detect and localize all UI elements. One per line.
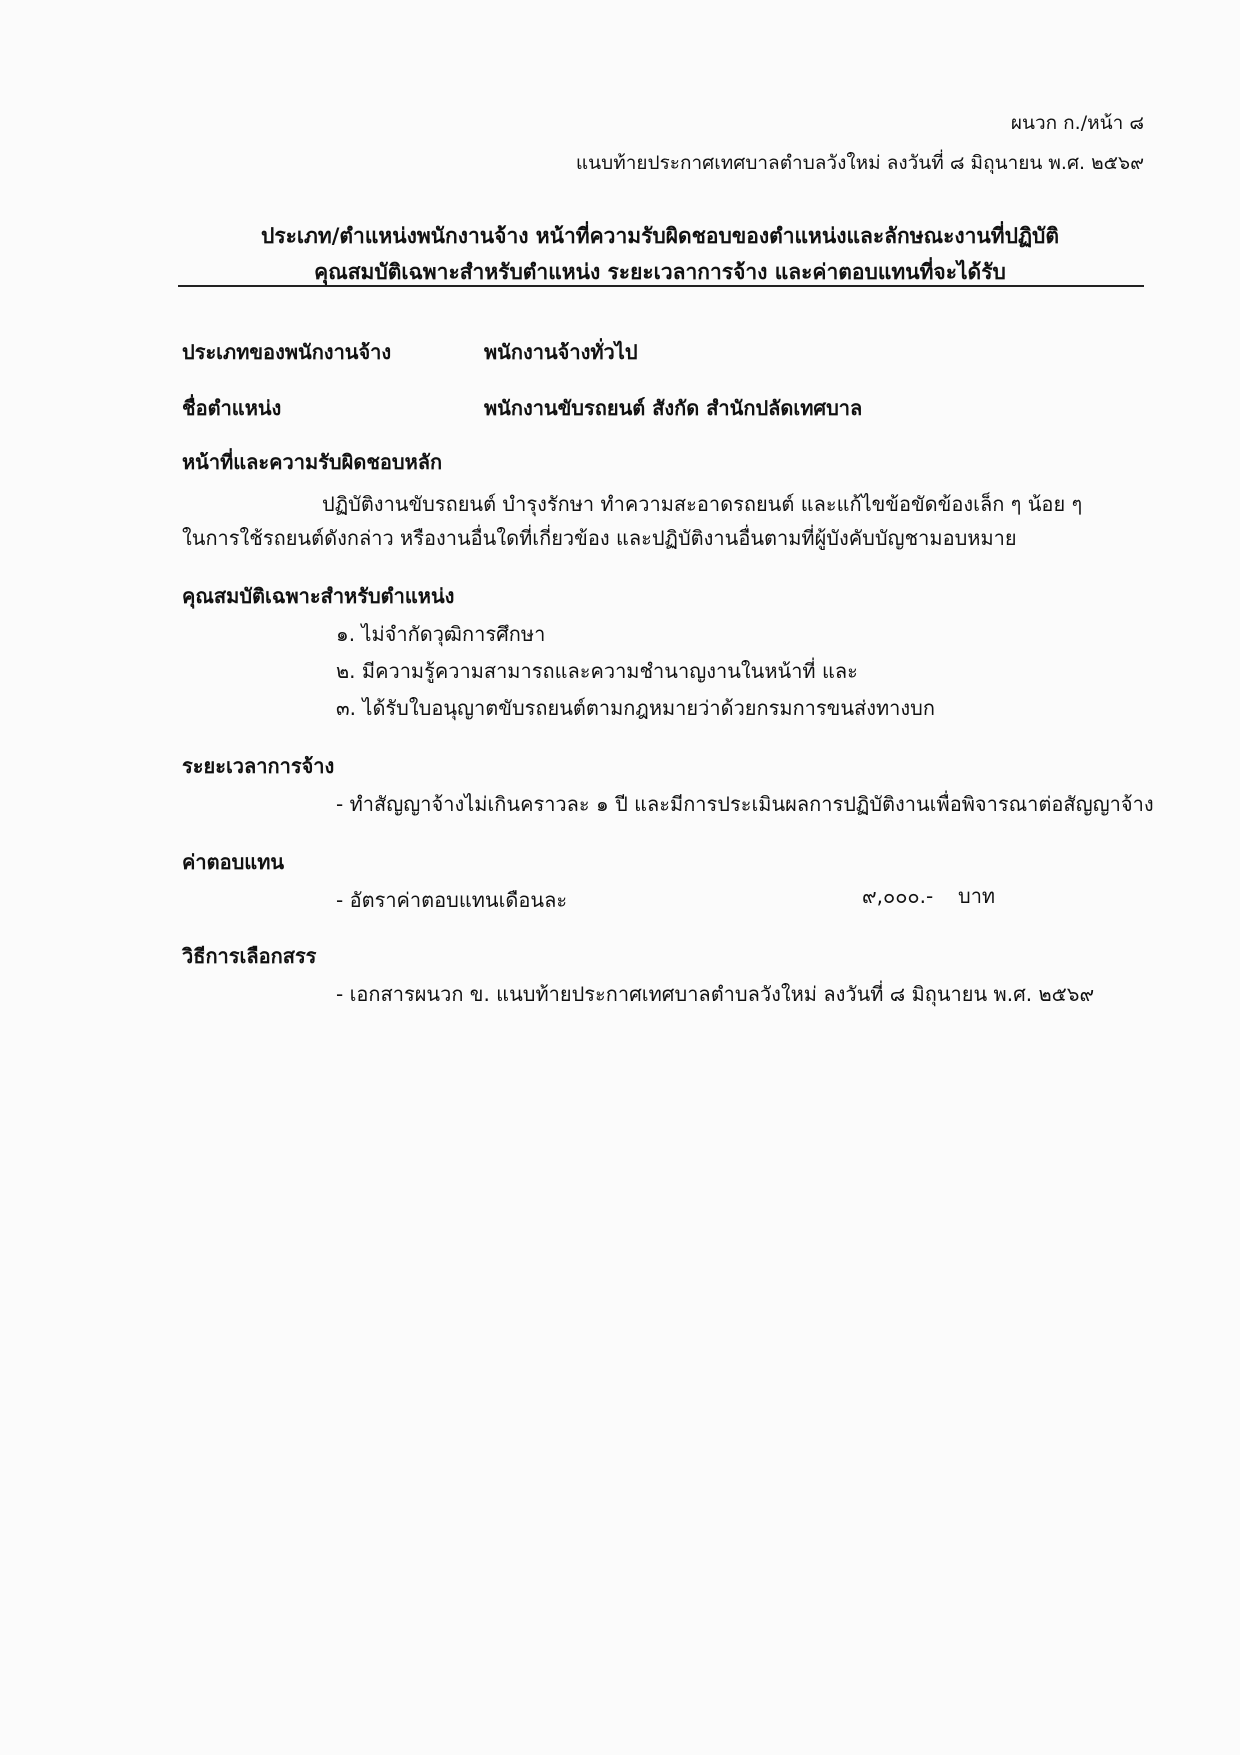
- qualification-item: ๓. ได้รับใบอนุญาตขับรถยนต์ตามกฎหมายว่าด้วยกรมการขนส่งทางบก: [336, 696, 935, 720]
- compensation-amount: ๙,๐๐๐.-: [862, 884, 934, 908]
- employee-type-value: พนักงานจ้างทั่วไป: [484, 340, 638, 364]
- term-text: - ทำสัญญาจ้างไม่เกินคราวละ ๑ ปี และมีการประเมินผลการปฏิบัติงานเพื่อพิจารณาต่อสัญญาจ้าง: [336, 792, 1154, 816]
- annex-page-number: ผนวก ก./หน้า ๘: [1010, 112, 1144, 134]
- selection-text: - เอกสารผนวก ข. แนบท้ายประกาศเทศบาลตำบลวังใหม่ ลงวันที่ ๘ มิถุนายน พ.ศ. ๒๕๖๙: [336, 982, 1095, 1006]
- qualifications-heading: คุณสมบัติเฉพาะสำหรับตำแหน่ง: [182, 584, 455, 608]
- selection-heading: วิธีการเลือกสรร: [182, 944, 317, 968]
- employee-type-label: ประเภทของพนักงานจ้าง: [182, 340, 392, 364]
- compensation-heading: ค่าตอบแทน: [182, 850, 285, 874]
- position-label: ชื่อตำแหน่ง: [182, 396, 282, 420]
- duties-line-1: ปฏิบัติงานขับรถยนต์ บำรุงรักษา ทำความสะอาดรถยนต์ และแก้ไขข้อขัดข้องเล็ก ๆ น้อย ๆ: [322, 492, 1083, 516]
- qualification-item: ๒. มีความรู้ความสามารถและความชำนาญงานในหน้าที่ และ: [336, 659, 858, 683]
- compensation-text: - อัตราค่าตอบแทนเดือนละ: [336, 888, 568, 912]
- term-heading: ระยะเวลาการจ้าง: [182, 754, 335, 778]
- title-line-2: คุณสมบัติเฉพาะสำหรับตำแหน่ง ระยะเวลาการจ้าง และค่าตอบแทนที่จะได้รับ: [314, 260, 1006, 284]
- title-line-1: ประเภท/ตำแหน่งพนักงานจ้าง หน้าที่ความรับผิดชอบของตำแหน่งและลักษณะงานที่ปฏิบัติ: [260, 224, 1060, 248]
- position-value: พนักงานขับรถยนต์ สังกัด สำนักปลัดเทศบาล: [484, 396, 863, 420]
- annex-reference: แนบท้ายประกาศเทศบาลตำบลวังใหม่ ลงวันที่ ๘ มิถุนายน พ.ศ. ๒๕๖๙: [575, 152, 1144, 174]
- duties-heading: หน้าที่และความรับผิดชอบหลัก: [182, 450, 443, 474]
- qualification-item: ๑. ไม่จำกัดวุฒิการศึกษา: [336, 622, 546, 646]
- title-divider: [178, 285, 1144, 287]
- duties-line-2: ในการใช้รถยนต์ดังกล่าว หรืองานอื่นใดที่เกี่ยวข้อง และปฏิบัติงานอื่นตามที่ผู้บังคับบัญชามอบหมาย: [182, 526, 1017, 550]
- compensation-unit: บาท: [958, 884, 996, 908]
